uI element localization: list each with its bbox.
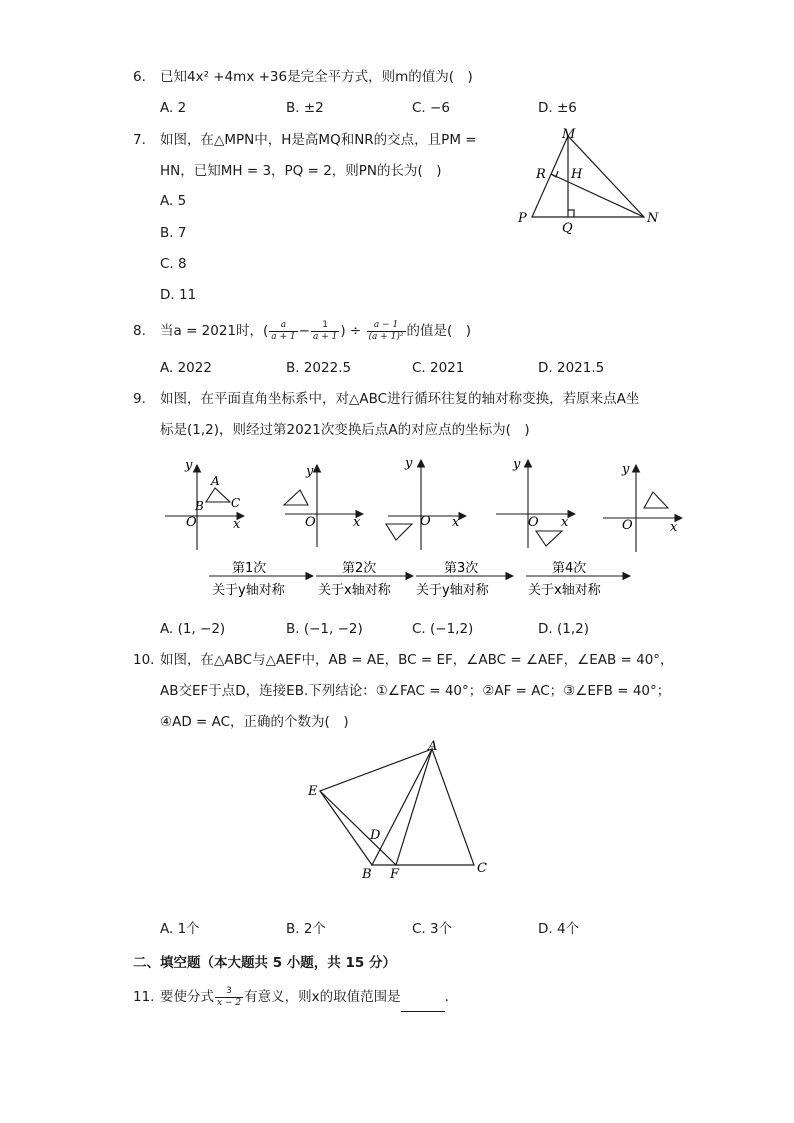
q6-option-a: A. 2 <box>160 100 187 116</box>
step1-bottom: 关于y轴对称 <box>212 583 285 598</box>
q10-number: 10. <box>133 652 155 668</box>
label-n: N <box>647 211 659 226</box>
triangle-aef <box>320 749 432 865</box>
graph5-label-y: y <box>622 462 630 477</box>
graph1-label-y: y <box>185 458 193 473</box>
q10-option-b: B. 2个 <box>286 921 326 937</box>
label-f: F <box>390 867 400 882</box>
q10-option-c: C. 3个 <box>412 921 453 937</box>
q11-stem <box>160 982 449 1012</box>
graph5-triangle <box>644 492 668 508</box>
q8-fraction-2: $\frac{1}{a + 1}$ <box>312 319 338 342</box>
q7-option-d: D. 11 <box>160 287 197 303</box>
graph3-label-o: O <box>420 514 431 529</box>
q8-minus: − <box>298 323 310 339</box>
graph1-label-b: B <box>195 499 204 513</box>
step4-top: 第4次 <box>552 561 587 576</box>
graph3-label-y: y <box>405 456 413 471</box>
q11-fraction: $\frac{3}{x - 2}$ <box>217 985 242 1008</box>
q7-option-c: C. 8 <box>160 256 187 272</box>
q9-option-b: B. (−1, −2) <box>286 621 363 637</box>
step3-bottom: 关于y轴对称 <box>416 583 489 598</box>
q8-prefix: 当a = 2021时，( <box>160 323 269 339</box>
q6-stem: 已知4x² +4mx +36是完全平方式，则m的值为( ) <box>160 69 473 85</box>
triangle-mpn <box>532 136 644 217</box>
q6-option-c: C. −6 <box>412 100 450 116</box>
label-p: P <box>518 211 527 226</box>
label-a: A <box>428 739 438 754</box>
q11-number: 11. <box>133 989 155 1005</box>
graph2-label-y: y <box>306 464 314 479</box>
label-c: C <box>477 861 487 876</box>
q10-option-a: A. 1个 <box>160 921 200 937</box>
graph4-label-x: x <box>561 515 569 530</box>
q10-triangle-figure <box>300 735 500 885</box>
step3-top: 第3次 <box>444 561 479 576</box>
step1-top: 第1次 <box>232 561 267 576</box>
graph1-label-c: C <box>231 496 241 510</box>
q6-number: 6. <box>133 69 146 85</box>
q8-option-a: A. 2022 <box>160 360 212 376</box>
q11-prefix: 要使分式 <box>160 989 214 1005</box>
step4-bottom: 关于x轴对称 <box>528 583 601 598</box>
q8-fraction-3: $\frac{a - 1}{\text{(a + 1)²}}$ <box>368 319 404 342</box>
q8-number: 8. <box>133 323 146 339</box>
q10-stem-line2: AB交EF于点D，连接EB.下列结论：①∠FAC = 40°；②AF = AC；③∠EFB = 40°； <box>160 683 671 699</box>
graph2-triangle <box>284 490 308 505</box>
q7-option-a: A. 5 <box>160 193 187 209</box>
graph4-triangle <box>536 531 562 546</box>
label-e: E <box>308 784 318 799</box>
q7-number: 7. <box>133 132 146 148</box>
q7-option-b: B. 7 <box>160 225 187 241</box>
graph1-label-a: A <box>211 474 220 488</box>
q10-stem-line3: ④AD = AC，正确的个数为( ) <box>160 714 349 730</box>
section-title: 二、填空题（本大题共 5 小题，共 15 分） <box>133 955 396 971</box>
q11-suffix: 有意义，则x的取值范围是 <box>244 989 401 1005</box>
q8-fraction-1: $\frac{a}{a + 1}$ <box>271 319 296 342</box>
graph2-label-o: O <box>305 515 316 530</box>
q9-stem-line2: 标是(1,2)，则经过第2021次变换后点A的对应点的坐标为( ) <box>160 422 530 438</box>
label-m: M <box>562 127 576 142</box>
q11-answer-blank[interactable] <box>401 997 445 1012</box>
step2-bottom: 关于x轴对称 <box>318 583 391 598</box>
q7-stem-line2: HN，已知MH = 3，PQ = 2，则PN的长为( ) <box>160 163 442 179</box>
q7-triangle-figure <box>510 124 670 234</box>
q8-divide: ) ÷ <box>340 323 362 339</box>
graph1-label-o: O <box>186 515 197 530</box>
q8-suffix: 的值是( ) <box>406 323 472 339</box>
q9-stem-line1: 如图，在平面直角坐标系中，对△ABC进行循环往复的轴对称变换，若原来点A坐 <box>160 391 640 407</box>
segment-eb <box>320 791 372 865</box>
q6-option-b: B. ±2 <box>286 100 324 116</box>
q8-option-b: B. 2022.5 <box>286 360 352 376</box>
q6-option-d: D. ±6 <box>538 100 577 116</box>
q9-option-d: D. (1,2) <box>538 621 589 637</box>
graph1-label-x: x <box>233 517 241 532</box>
q8-stem <box>160 316 471 346</box>
label-q: Q <box>562 221 573 234</box>
graph5-label-x: x <box>670 520 678 535</box>
q9-option-c: C. (−1,2) <box>412 621 474 637</box>
q9-number: 9. <box>133 391 146 407</box>
label-d: D <box>370 828 381 843</box>
q7-stem-line1: 如图，在△MPN中，H是高MQ和NR的交点，且PM = <box>160 132 477 148</box>
label-h: H <box>571 167 583 182</box>
graph2-label-x: x <box>353 515 361 530</box>
graph3-triangle <box>386 524 412 540</box>
step2-top: 第2次 <box>342 561 377 576</box>
label-b: B <box>362 867 372 882</box>
q9-transform-figure <box>160 452 690 612</box>
label-r: R <box>536 167 546 182</box>
right-angle-q <box>568 210 574 217</box>
altitude-nr <box>551 174 644 217</box>
graph5-label-o: O <box>622 518 633 533</box>
q8-option-c: C. 2021 <box>412 360 465 376</box>
q11-end: . <box>444 989 449 1005</box>
q8-option-d: D. 2021.5 <box>538 360 605 376</box>
q10-option-d: D. 4个 <box>538 921 580 937</box>
q9-option-a: A. (1, −2) <box>160 621 226 637</box>
q10-stem-line1: 如图，在△ABC与△AEF中，AB = AE，BC = EF，∠ABC = ∠AEF，∠EAB = 40°， <box>160 652 674 668</box>
graph4-label-y: y <box>513 457 521 472</box>
graph4-label-o: O <box>528 515 539 530</box>
graph1-triangle <box>206 488 230 502</box>
graph3-label-x: x <box>452 515 460 530</box>
